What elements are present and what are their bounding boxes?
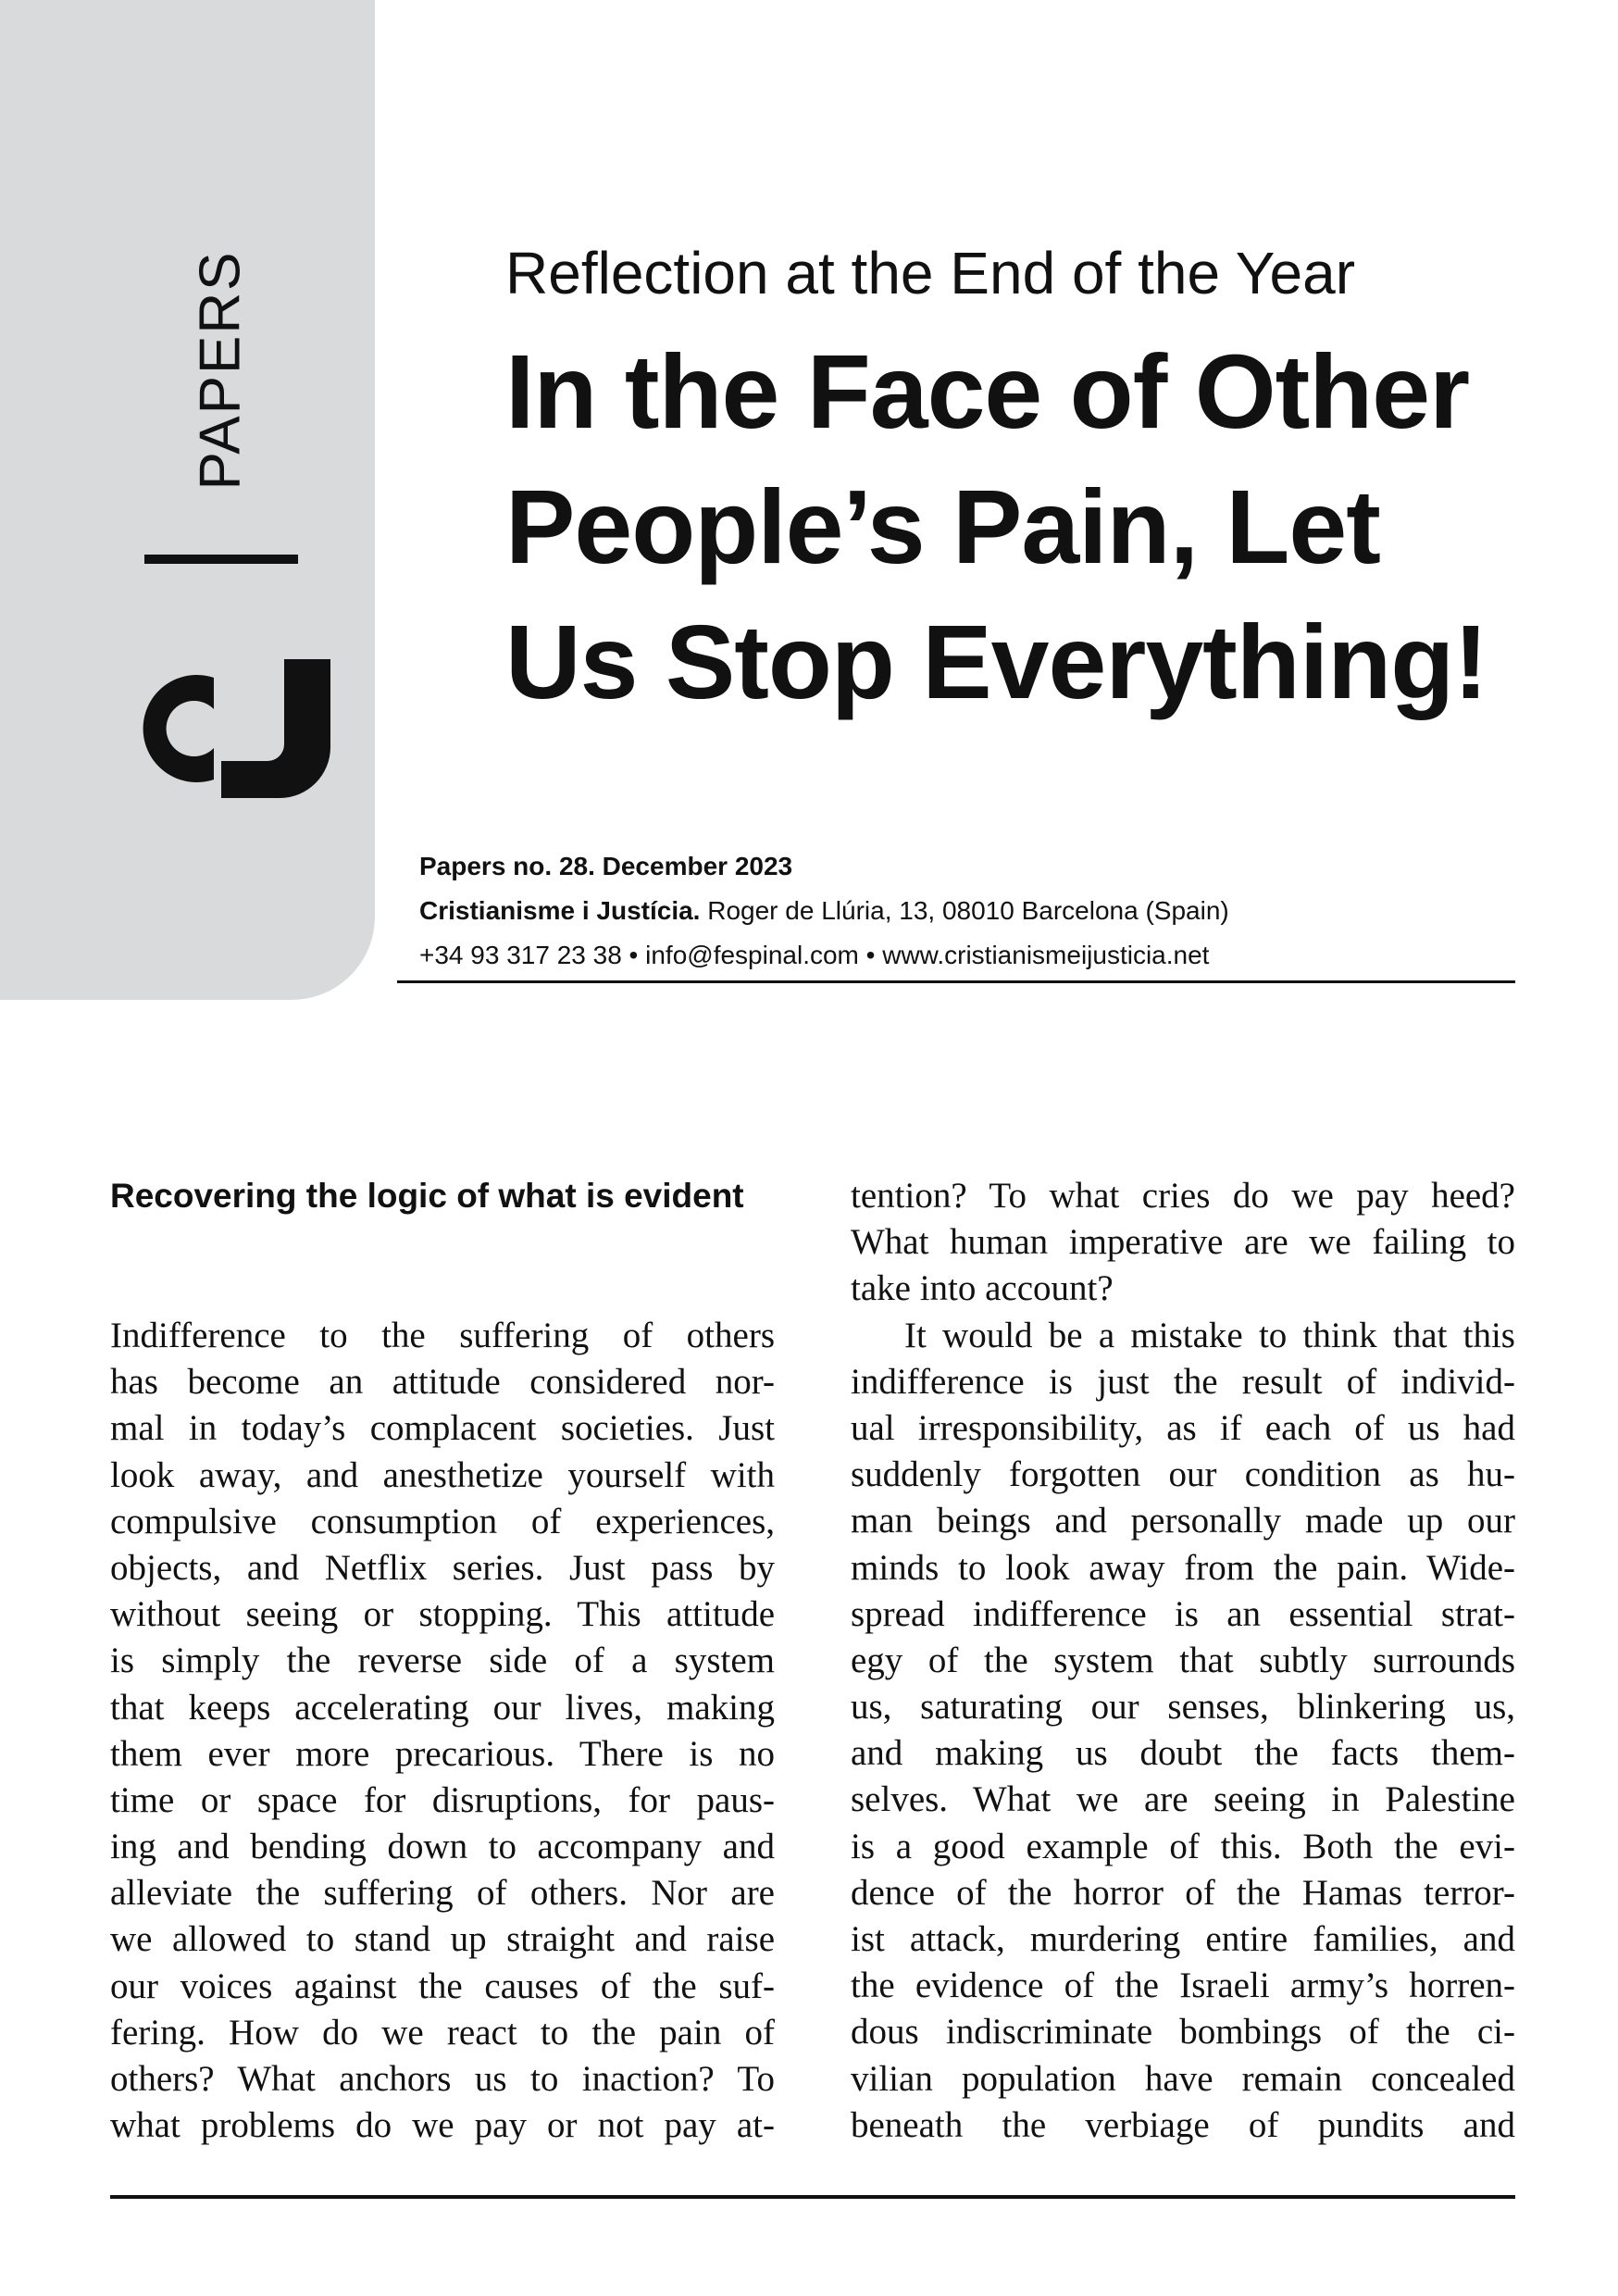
divider-bar bbox=[144, 555, 298, 564]
text-line: selves. What we are seeing in Palestine bbox=[851, 1779, 1515, 1820]
footer-rule bbox=[110, 2195, 1515, 2199]
text-line: without seeing or stopping. This attitude bbox=[110, 1594, 775, 1635]
publisher-address: Roger de Llúria, 13, 08010 Barcelona (Spain) bbox=[700, 896, 1229, 925]
text-line: is a good example of this. Both the evi- bbox=[851, 1826, 1515, 1866]
section-label: PAPERS bbox=[188, 250, 253, 491]
text-line: us, saturating our senses, blinkering us, bbox=[851, 1687, 1515, 1728]
text-line: look away, and anesthetize yourself with bbox=[110, 1454, 775, 1495]
text-line: spread indifference is an essential strat- bbox=[851, 1593, 1515, 1634]
text-line: we allowed to stand up straight and raise bbox=[110, 1919, 775, 1960]
page-title bbox=[505, 324, 1487, 730]
text-line: fering. How do we react to the pain of bbox=[110, 2012, 775, 2053]
text-line: objects, and Netflix series. Just pass by bbox=[110, 1547, 775, 1588]
text-line: take into account? bbox=[851, 1268, 1114, 1309]
text-line: and making us doubt the facts them- bbox=[851, 1733, 1515, 1774]
publisher-name: Cristianisme i Justícia. bbox=[419, 896, 701, 925]
text-line: our voices against the causes of the suf- bbox=[110, 1965, 775, 2006]
text-line: dous indiscriminate bombings of the ci- bbox=[851, 2012, 1515, 2053]
text-line: time or space for disruptions, for paus- bbox=[110, 1779, 775, 1820]
text-line: mal in today’s complacent societies. Just bbox=[110, 1408, 775, 1449]
text-line: Indifference to the suffering of others bbox=[110, 1316, 775, 1355]
text-line: that keeps accelerating our lives, making bbox=[110, 1687, 775, 1728]
title-line: Us Stop Everything! bbox=[505, 604, 1487, 720]
sidebar-panel bbox=[0, 0, 375, 1000]
title-line: In the Face of Other bbox=[505, 333, 1470, 450]
text-line: What human imperative are we failing to bbox=[851, 1222, 1515, 1263]
text-line: has become an attitude considered nor- bbox=[110, 1362, 775, 1403]
text-line: tention? To what cries do we pay heed? bbox=[851, 1176, 1515, 1216]
left-column bbox=[110, 1313, 775, 2149]
text-line: what problems do we pay or not pay at- bbox=[110, 2105, 775, 2146]
text-line: alleviate the suffering of others. Nor are bbox=[110, 1873, 775, 1914]
text-line: compulsive consumption of experiences, bbox=[110, 1501, 775, 1541]
text-line: vilian population have remain concealed bbox=[851, 2058, 1515, 2099]
text-line: man beings and personally made up our bbox=[851, 1501, 1515, 1541]
text-line: suddenly forgotten our condition as hu- bbox=[851, 1454, 1515, 1495]
text-line: ist attack, murdering entire families, and bbox=[851, 1919, 1515, 1959]
text-line: them ever more precarious. There is no bbox=[110, 1733, 775, 1774]
text-line: egy of the system that subtly surrounds bbox=[851, 1640, 1515, 1680]
subtitle: Reflection at the End of the Year bbox=[505, 240, 1355, 306]
text-line: beneath the verbiage of pundits and bbox=[851, 2104, 1515, 2145]
cj-logo bbox=[110, 659, 332, 798]
text-line: indifference is just the result of individ- bbox=[851, 1361, 1515, 1402]
header-rule bbox=[397, 980, 1515, 983]
text-line: dence of the horror of the Hamas terror- bbox=[851, 1872, 1515, 1913]
text-line: It would be a mistake to think that this bbox=[904, 1315, 1515, 1355]
text-line: the evidence of the Israeli army’s horren- bbox=[851, 1965, 1515, 2006]
text-line: minds to look away from the pain. Wide- bbox=[851, 1547, 1515, 1588]
issue-info: Papers no. 28. December 2023 bbox=[419, 852, 793, 880]
title-line: People’s Pain, Let bbox=[505, 468, 1380, 585]
publication-info bbox=[419, 844, 1229, 978]
right-column bbox=[851, 1173, 1515, 2149]
text-line: ual irresponsibility, as if each of us had bbox=[851, 1407, 1515, 1448]
contact-info: +34 93 317 23 38 • info@fespinal.com • www.cristianismeijusticia.net bbox=[419, 941, 1210, 969]
text-line: others? What anchors us to inaction? To bbox=[110, 2059, 775, 2099]
text-line: ing and bending down to accompany and bbox=[110, 1827, 775, 1867]
text-line: is simply the reverse side of a system bbox=[110, 1641, 775, 1681]
section-heading: Recovering the logic of what is evident bbox=[110, 1177, 744, 1215]
